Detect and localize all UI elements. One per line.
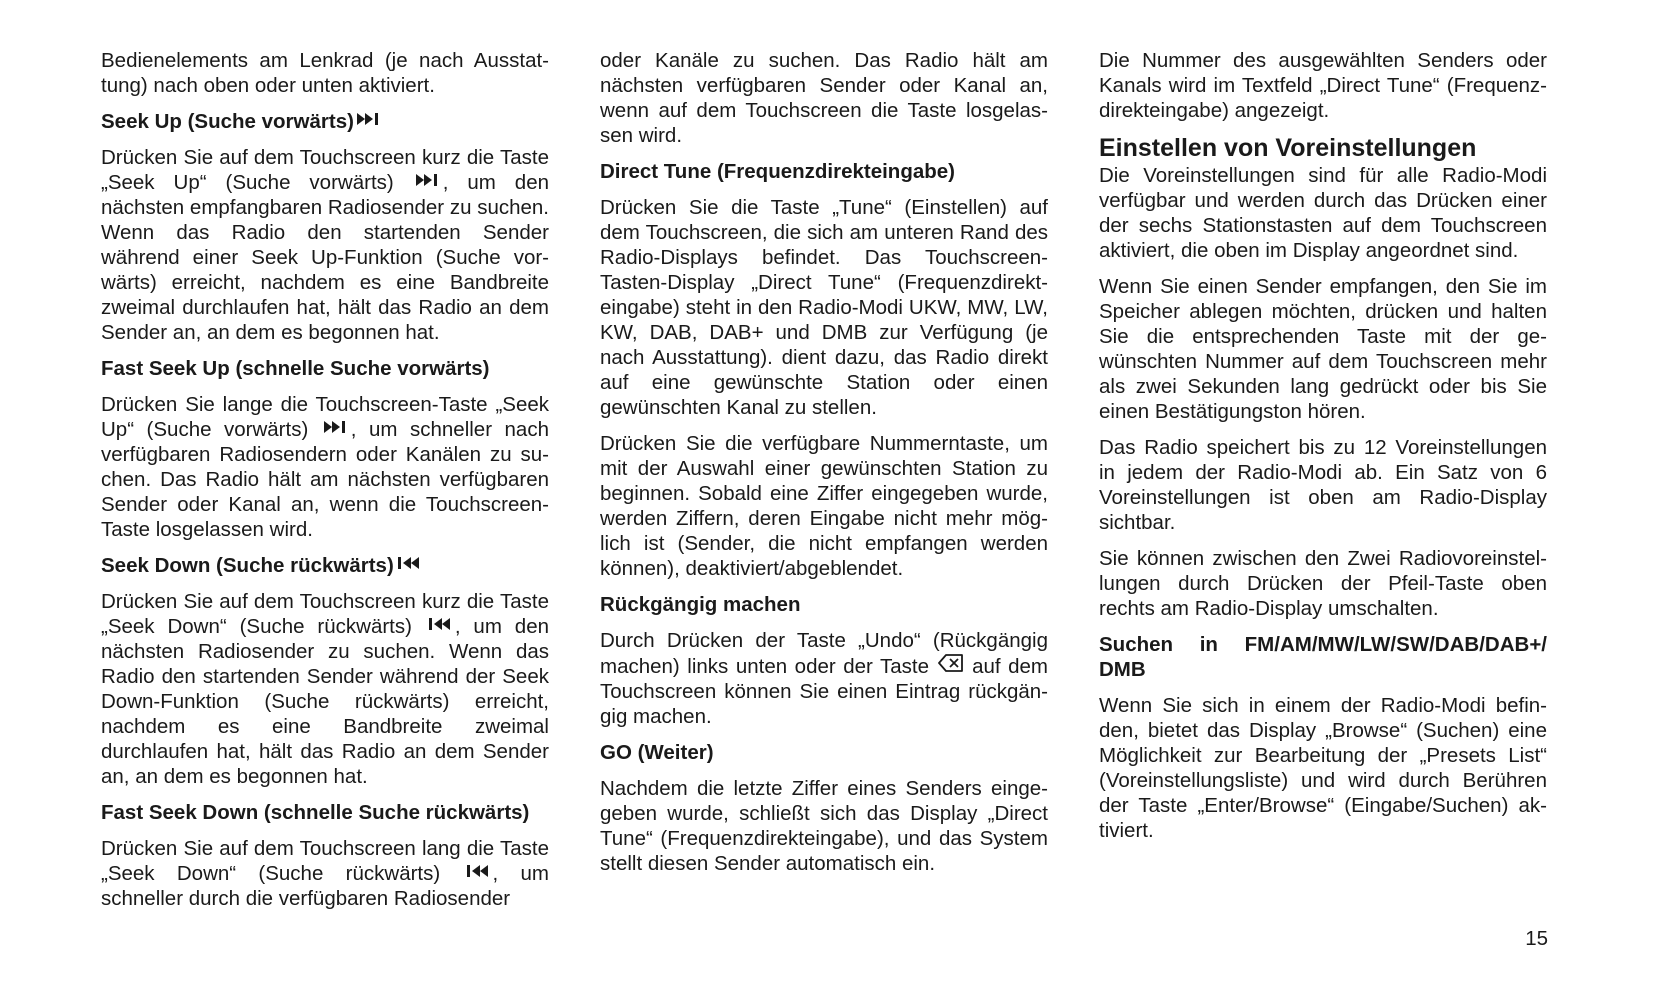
paragraph-search-bands: Wenn Sie sich in einem der Radio-Modi befinden, bietet das Display „Browse“ (Suchen) eine Möglichkeit zur Bearbeitung der „Presets List“ (Voreinstellungsliste) und wird durch Berühren der Taste „Enter/Browse“ (Eingabe/Suchen) aktiviert. [1099,694,1547,842]
page-number: 15 [1525,927,1548,950]
paragraph-seek-down: Drücken Sie auf dem Touchscreen kurz die Taste „Seek Down“ (Suche rückwärts) , um den nächsten Radiosender zu suchen. Wenn das Radio den startenden Sender während der Seek Down-Funktion (Suche rückwärts) erreicht, nachdem es eine Bandbreite zweimal durchlaufen hat, hält das Radio an dem Sender an, an dem es begonnen hat. [101,590,549,788]
paragraph-direct-tune-1: Drücken Sie die Taste „Tune“ (Einstellen) auf dem Touchscreen, die sich am unteren Rand des Radio-Displays befindet. Das Touchscreen-Tasten-Display „Direct Tune“ (Frequenzdirekteingabe) steht in den Radio-Modi UKW, MW, LW, KW, DAB, DAB+ und DMB zur Verfügung (je nach Ausstattung). dient dazu, das Radio direkt auf eine gewünschte Station oder einen gewünschten Kanal zu stellen. [600,196,1048,419]
paragraph-fast-seek-down: Drücken Sie auf dem Touchscreen lang die Taste „Seek Down“ (Suche rückwärts) , um schneller durch die verfügbaren Radiosender [101,837,549,910]
seek-down-icon [396,556,422,570]
seek-up-icon [415,173,441,187]
paragraph-direct-tune-number: Die Nummer des ausgewählten Senders oder Kanals wird im Textfeld „Direct Tune“ (Frequenzdirekteingabe) angezeigt. [1099,49,1547,122]
paragraph-fast-seek-up: Drücken Sie lange die Touchscreen-Taste „Seek Up“ (Suche vorwärts) , um schneller nach verfügbaren Radiosendern oder Kanälen zu suchen. Das Radio hält am nächsten verfügbaren Sender oder Kanal an, wenn die Touchscreen-Taste losgelassen wird. [101,393,549,541]
heading-fast-seek-up: Fast Seek Up (schnelle Suche vorwärts) [101,357,490,380]
heading-undo: Rückgängig machen [600,593,801,616]
seek-up-icon [323,420,349,434]
seek-up-icon [356,112,382,126]
heading-search-bands: Suchen in FM/AM/MW/LW/SW/DAB/DAB+/ DMB [1099,633,1547,681]
heading-seek-up: Seek Up (Suche vorwärts) [101,109,549,134]
paragraph-seek-up: Drücken Sie auf dem Touchscreen kurz die Taste „Seek Up“ (Suche vorwärts) , um den nächsten empfangbaren Radiosender zu suchen. Wenn das Radio den startenden Sender während einer Seek Up-Funktion (Suche vorwärts) erreicht, nachdem es eine Bandbreite zweimal durchlaufen hat, hält das Radio an dem Sender an, an dem es begonnen hat. [101,146,549,344]
paragraph-go: Nachdem die letzte Ziffer eines Senders eingegeben wurde, schließt sich das Display „Direct Tune“ (Frequenzdirekteingabe), und das System stellt diesen Sender automatisch ein. [600,777,1048,875]
column-right [1099,48,1547,854]
paragraph-steering-controls: Bedienelements am Lenkrad (je nach Ausstattung) nach oben oder unten aktiviert. [101,49,549,97]
paragraph-presets-2: Wenn Sie einen Sender empfangen, den Sie im Speicher ablegen möchten, drücken und halten Sie die entsprechenden Taste mit der gewünschten Nummer auf dem Touchscreen mehr als zwei Sekunden lang gedrückt oder bis Sie einen Bestätigungston hören. [1099,275,1547,423]
column-left [101,48,549,922]
paragraph-seek-continuation: oder Kanäle zu suchen. Das Radio hält am nächsten verfügbaren Sender oder Kanal an, wenn auf dem Touchscreen die Taste losgelassen wird. [600,49,1048,147]
paragraph-direct-tune-2: Drücken Sie die verfügbare Nummerntaste, um mit der Auswahl einer gewünschten Station zu beginnen. Sobald eine Ziffer eingegeben wurde, werden Ziffern, deren Eingabe nicht mehr möglich ist (Sender, die nicht empfangen werden können), deaktiviert/abgeblendet. [600,432,1048,580]
backspace-icon [938,653,964,673]
column-middle [600,48,1048,887]
paragraph-presets-3: Das Radio speichert bis zu 12 Voreinstellungen in jedem der Radio-Modi ab. Ein Satz von 6 Voreinstellungen ist oben am Radio-Display sichtbar. [1099,436,1547,534]
paragraph-presets-1: Die Voreinstellungen sind für alle Radio-Modi verfügbar und werden durch das Drücken einer der sechs Stationstasten auf dem Touchscreen aktiviert, die oben im Display angeordnet sind. [1099,164,1547,262]
heading-go: GO (Weiter) [600,741,714,764]
heading-direct-tune: Direct Tune (Frequenzdirekteingabe) [600,160,956,183]
heading-fast-seek-down: Fast Seek Down (schnelle Suche rückwärts) [101,801,530,824]
paragraph-presets-4: Sie können zwischen den Zwei Radiovoreinstellungen durch Drücken der Pfeil-Taste oben rechts am Radio-Display umschalten. [1099,547,1547,620]
paragraph-undo: Durch Drücken der Taste „Undo“ (Rückgängig machen) links unten oder der Taste auf dem Touchscreen können Sie einen Eintrag rückgängig machen. [600,629,1048,728]
heading-seek-down: Seek Down (Suche rückwärts) [101,553,549,578]
heading-presets: Einstellen von Voreinstellungen [1099,134,1477,162]
seek-down-icon [465,864,491,878]
seek-down-icon [427,617,453,631]
